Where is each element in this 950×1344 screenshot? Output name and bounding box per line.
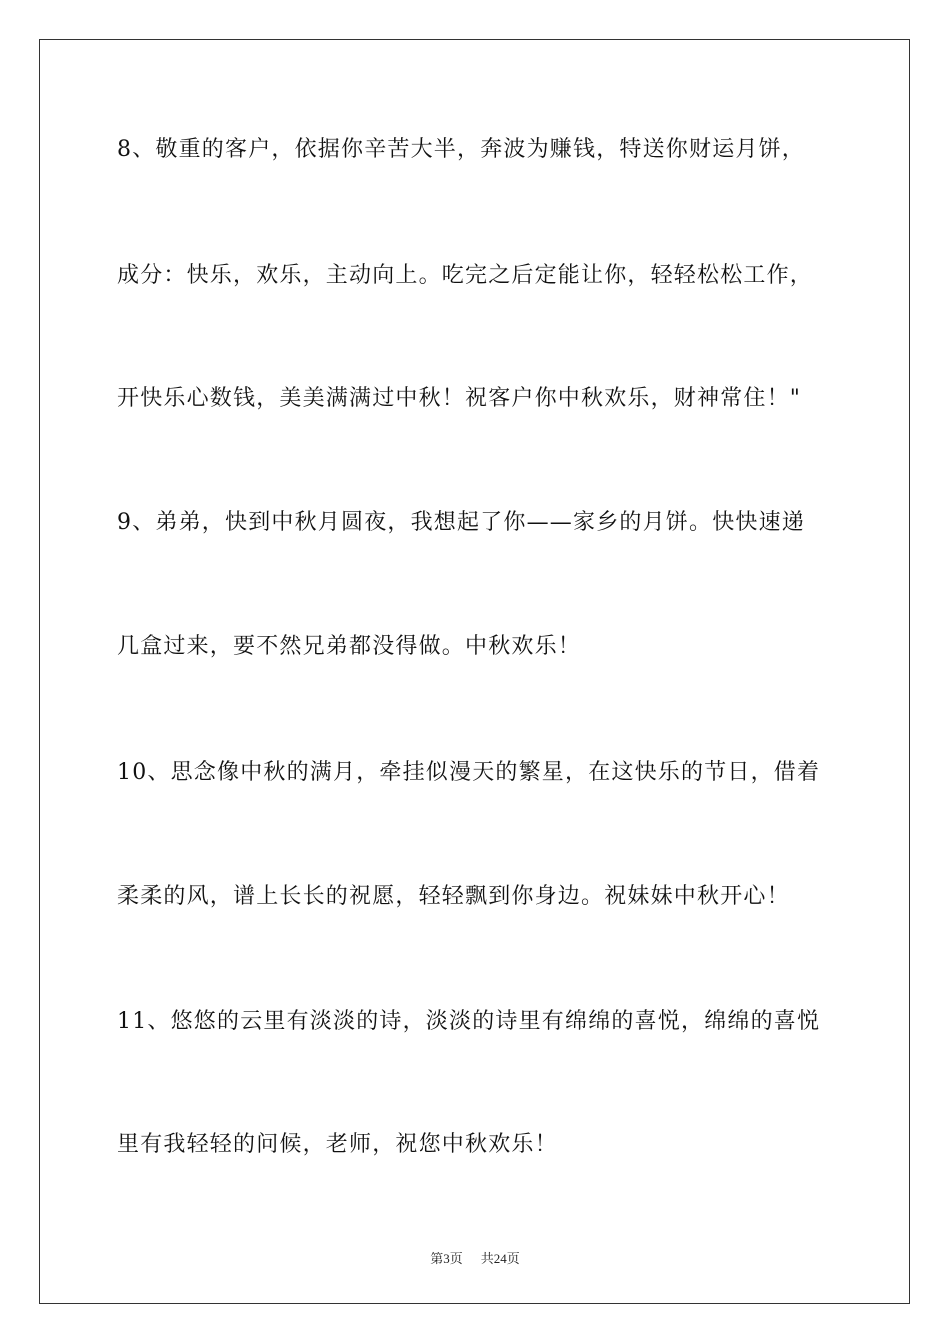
page-frame: [39, 39, 910, 1304]
text-line-5: 几盒过来，要不然兄弟都没得做。中秋欢乐！: [117, 634, 582, 659]
text-line-6: 10、思念像中秋的满月，牵挂似漫天的繁星，在这快乐的节日，借着: [117, 760, 821, 785]
text-line-7: 柔柔的风，谱上长长的祝愿，轻轻飘到你身边。祝妹妹中秋开心！: [117, 884, 790, 909]
text-line-4: 9、弟弟，快到中秋月圆夜，我想起了你——家乡的月饼。快快速递: [117, 510, 805, 535]
text-line-2: 成分：快乐，欢乐，主动向上。吃完之后定能让你，轻轻松松工作，: [117, 263, 814, 288]
text-line-8: 11、悠悠的云里有淡淡的诗，淡淡的诗里有绵绵的喜悦，绵绵的喜悦: [117, 1009, 821, 1034]
page-footer: [0, 1248, 950, 1267]
total-page-count: 共24页: [480, 1251, 520, 1266]
current-page-number: 第3页: [430, 1251, 463, 1266]
text-line-9: 里有我轻轻的问候，老师，祝您中秋欢乐！: [117, 1132, 558, 1157]
text-line-3: 开快乐心数钱，美美满满过中秋！祝客户你中秋欢乐，财神常住！": [117, 386, 802, 411]
text-line-1: 8、敬重的客户，依据你辛苦大半，奔波为赚钱，特送你财运月饼，: [117, 137, 805, 162]
